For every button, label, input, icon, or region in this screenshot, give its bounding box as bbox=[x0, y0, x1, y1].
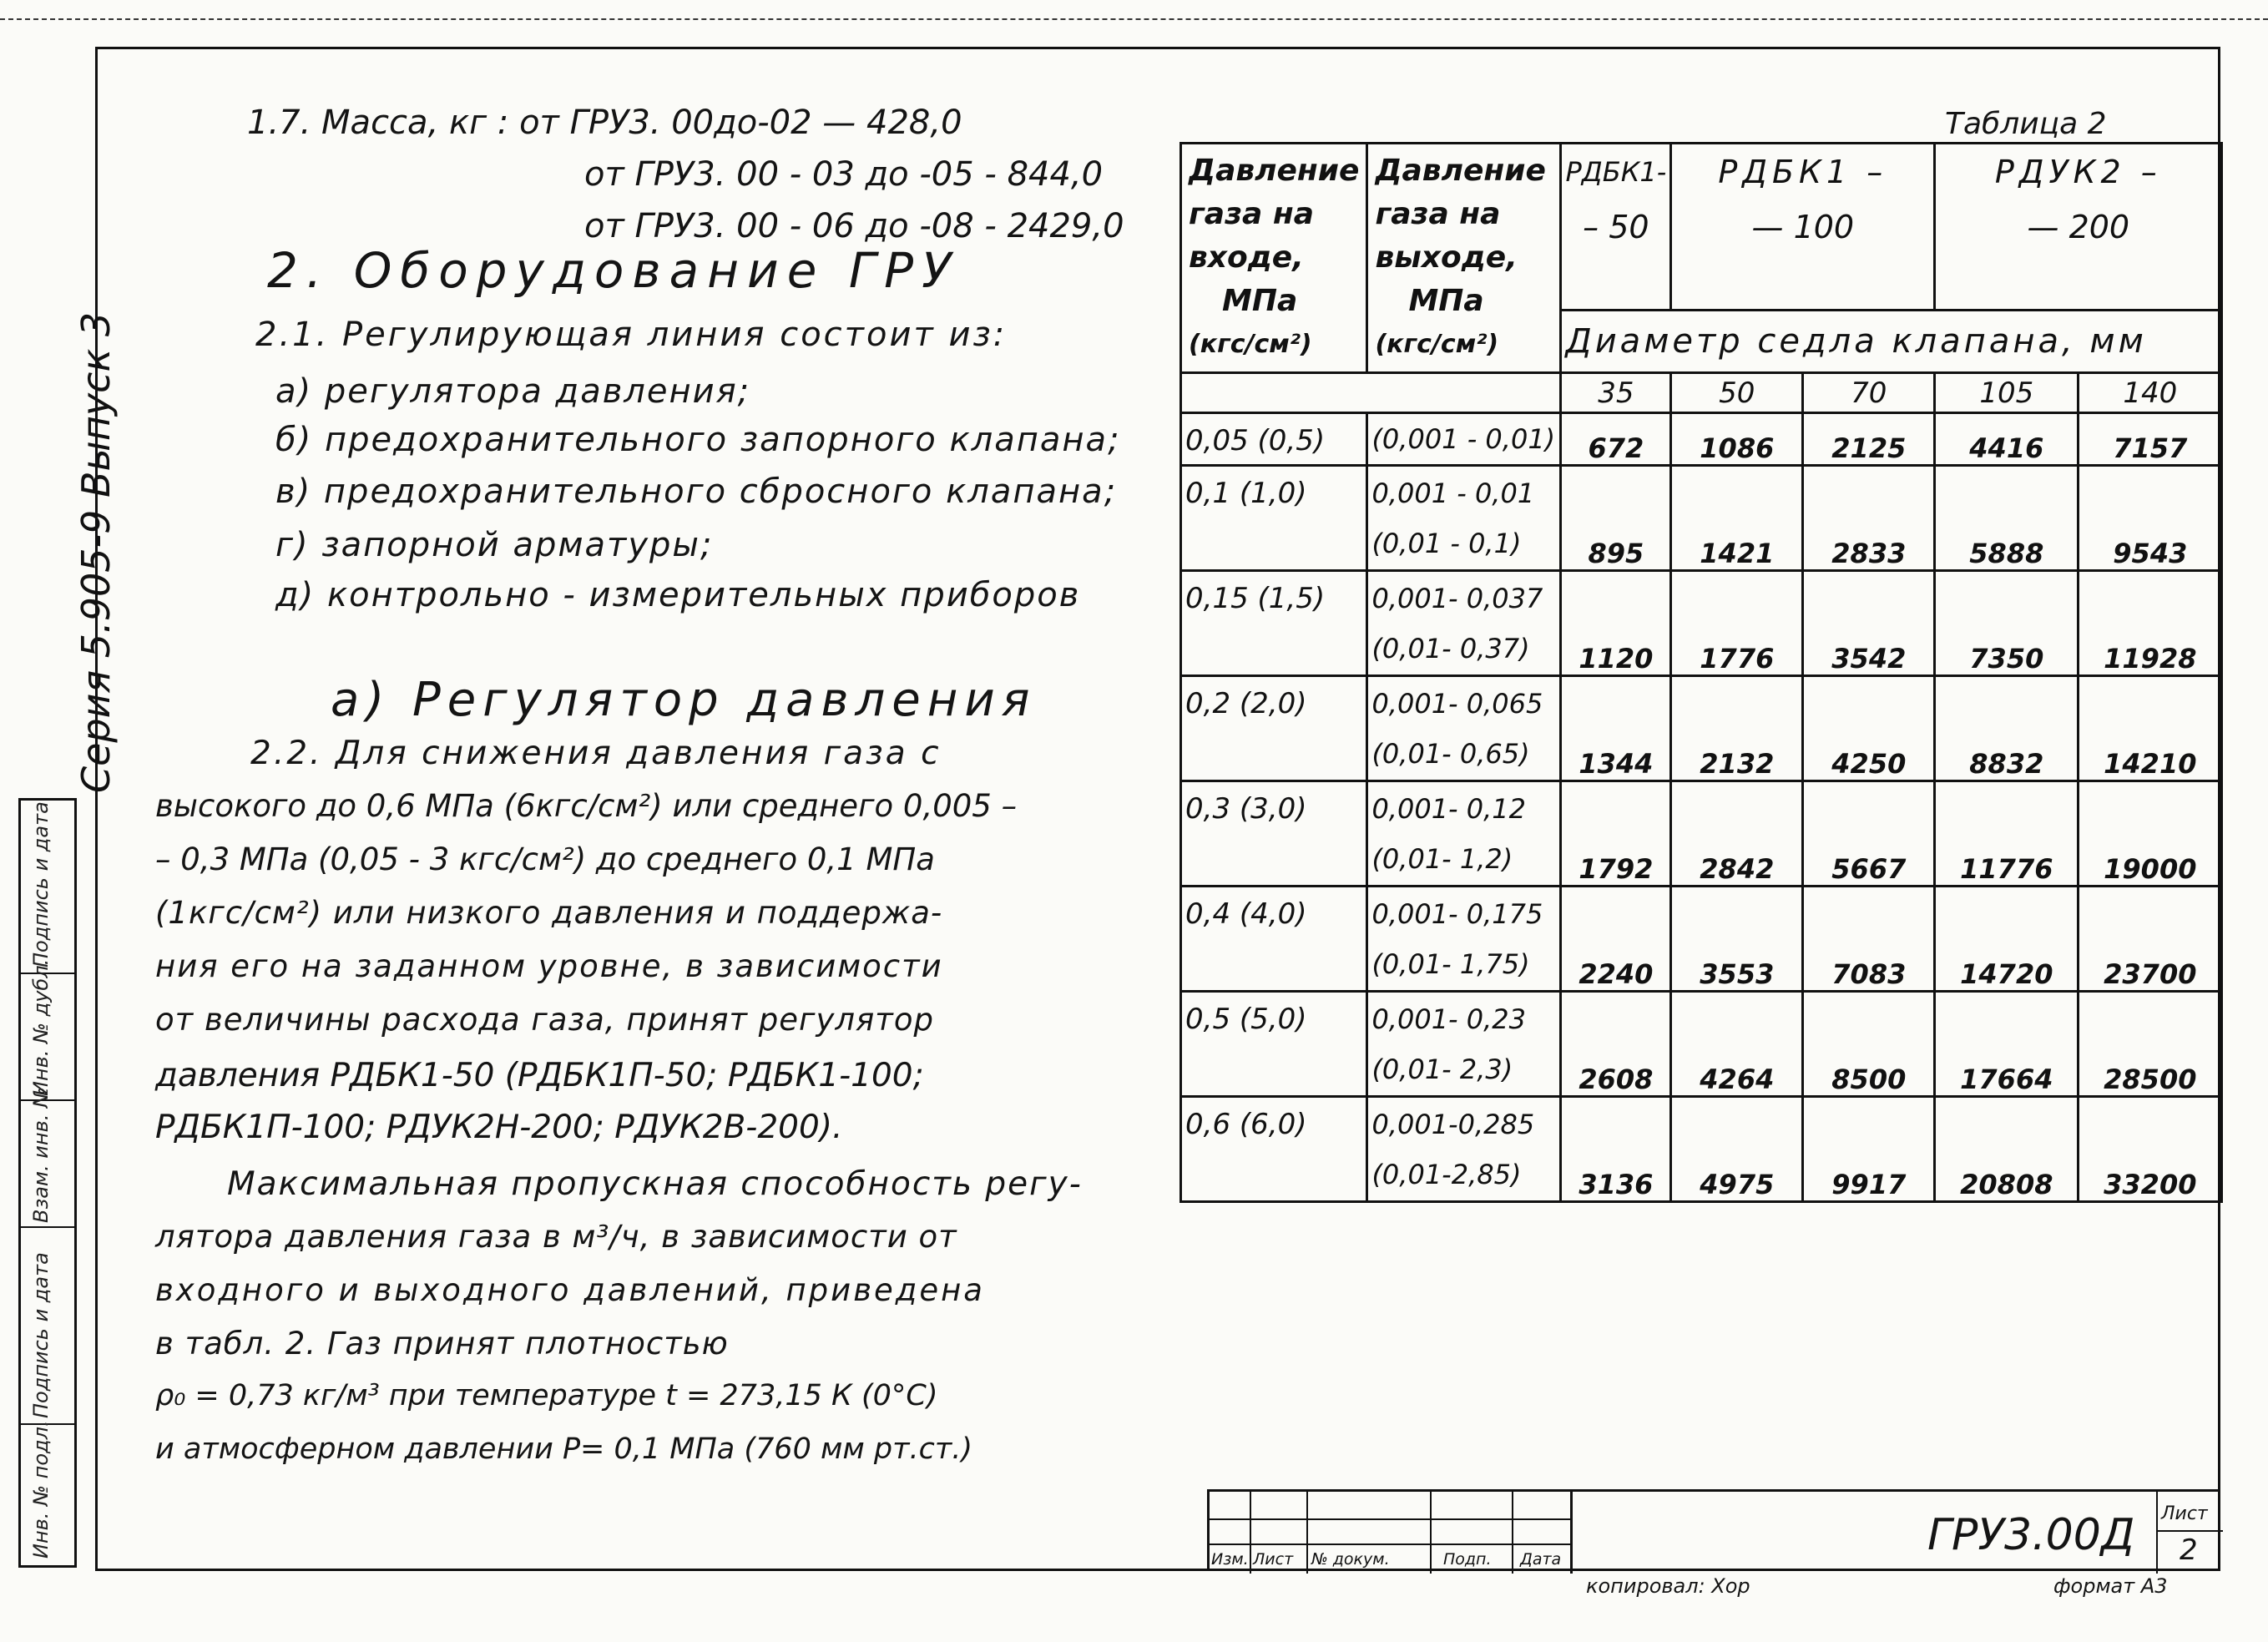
value-cell: 672 bbox=[1561, 413, 1671, 466]
table-row bbox=[1181, 1097, 2222, 1202]
strip-cell bbox=[21, 958, 74, 1101]
seat-size: 140 bbox=[2079, 373, 2222, 413]
inlet-pressure: 0,5 (5,0) bbox=[1181, 992, 1367, 1097]
pout-line: (0,01- 0,65) bbox=[1371, 737, 1530, 770]
grid-line bbox=[1512, 1492, 1513, 1574]
mass-line-3: от ГРУ3. 00 - 06 до -08 - 2429,0 bbox=[584, 207, 1124, 245]
value-cell: 7157 bbox=[2079, 413, 2222, 466]
value-cell: 7083 bbox=[1803, 887, 1935, 992]
para-line: Максимальная пропускная способность регу- bbox=[227, 1165, 1083, 1203]
grid-line bbox=[1210, 1518, 1572, 1520]
value-cell: 33200 bbox=[2079, 1097, 2222, 1202]
header-line: МПа bbox=[1222, 284, 1298, 318]
para-line: ния его на заданном уровне, в зависимости bbox=[155, 948, 943, 984]
header-line: (кгс/см²) bbox=[1375, 330, 1499, 359]
stamp-label: Лист bbox=[1253, 1550, 1294, 1569]
value-cell: 2842 bbox=[1671, 781, 1803, 887]
section-title: 2. Оборудование ГРУ bbox=[267, 242, 960, 299]
table-row bbox=[1181, 413, 2222, 466]
title-block bbox=[1207, 1489, 2220, 1571]
header-line: газа на bbox=[1375, 197, 1501, 231]
table-row bbox=[1181, 992, 2222, 1097]
stamp-label: Дата bbox=[1520, 1550, 1562, 1569]
regulator-brand-1 bbox=[1561, 144, 1671, 311]
pout-line: (0,01- 1,75) bbox=[1371, 947, 1530, 980]
table-row bbox=[1181, 571, 2222, 676]
strip-label: Инв. № дубл. bbox=[29, 958, 53, 1096]
value-cell: 2132 bbox=[1671, 676, 1803, 781]
para-line: от величины расхода газа, принят регулятор bbox=[155, 1002, 934, 1038]
inlet-pressure: 0,2 (2,0) bbox=[1181, 676, 1367, 781]
grid-line bbox=[1430, 1492, 1432, 1574]
value-cell: 14720 bbox=[1935, 887, 2079, 992]
table-row bbox=[1181, 781, 2222, 887]
para-line: ρ₀ = 0,73 кг/м³ при температуре t = 273,15 К (0°С) bbox=[155, 1379, 938, 1412]
pout-line: (0,001 - 0,01) bbox=[1371, 423, 1556, 455]
section-subtitle: 2.1. Регулирующая линия состоит из: bbox=[255, 316, 1008, 354]
stamp-label: Подп. bbox=[1443, 1550, 1492, 1569]
stamp-label: № докум. bbox=[1311, 1550, 1390, 1569]
brand-line: РДУК2 – bbox=[1994, 154, 2162, 190]
value-cell: 2240 bbox=[1561, 887, 1671, 992]
col-header-outlet bbox=[1367, 144, 1561, 373]
value-cell: 1086 bbox=[1671, 413, 1803, 466]
value-cell: 1792 bbox=[1561, 781, 1671, 887]
value-cell: 4250 bbox=[1803, 676, 1935, 781]
header-line: Давление bbox=[1375, 154, 1546, 188]
table-row bbox=[1181, 887, 2222, 992]
value-cell: 23700 bbox=[2079, 887, 2222, 992]
value-cell: 11776 bbox=[1935, 781, 2079, 887]
grid-line bbox=[1306, 1492, 1308, 1574]
inlet-pressure: 0,15 (1,5) bbox=[1181, 571, 1367, 676]
outlet-pressure bbox=[1367, 413, 1561, 466]
value-cell: 2608 bbox=[1561, 992, 1671, 1097]
para-line: и атмосферном давлении Р= 0,1 МПа (760 мм рт.ст.) bbox=[155, 1432, 973, 1466]
value-cell: 1776 bbox=[1671, 571, 1803, 676]
seat-size: 105 bbox=[1935, 373, 2079, 413]
para-line: лятора давления газа в м³/ч, в зависимости от bbox=[155, 1219, 957, 1255]
outlet-pressure bbox=[1367, 676, 1561, 781]
pout-line: (0,01- 0,37) bbox=[1371, 632, 1530, 664]
list-item: б) предохранительного запорного клапана; bbox=[275, 421, 1121, 459]
seat-size: 35 bbox=[1561, 373, 1671, 413]
size-spacer bbox=[1181, 373, 1561, 413]
para-line: (1кгс/см²) или низкого давления и поддержа- bbox=[155, 895, 943, 931]
brand-line: — 200 bbox=[2027, 209, 2130, 245]
series-label: Серия 5.905-9 Выпуск 3 bbox=[73, 311, 119, 793]
brand-line: – 50 bbox=[1583, 209, 1649, 245]
grid-line bbox=[2156, 1530, 2223, 1532]
value-cell: 3542 bbox=[1803, 571, 1935, 676]
para-line: высокого до 0,6 МПа (6кгс/см²) или среднего 0,005 – bbox=[155, 788, 1018, 824]
value-cell: 19000 bbox=[2079, 781, 2222, 887]
header-line: входе, bbox=[1189, 240, 1304, 275]
pout-line: 0,001- 0,037 bbox=[1371, 582, 1543, 614]
list-item: г) запорной арматуры; bbox=[275, 526, 714, 564]
value-cell: 2125 bbox=[1803, 413, 1935, 466]
value-cell: 3553 bbox=[1671, 887, 1803, 992]
inlet-pressure: 0,1 (1,0) bbox=[1181, 466, 1367, 571]
inlet-pressure: 0,6 (6,0) bbox=[1181, 1097, 1367, 1202]
brand-line: — 100 bbox=[1751, 209, 1855, 245]
table-caption: Таблица 2 bbox=[1945, 107, 2107, 141]
para-line: 2.2. Для снижения давления газа с bbox=[250, 735, 942, 772]
value-cell: 14210 bbox=[2079, 676, 2222, 781]
regulator-brand-3 bbox=[1935, 144, 2222, 311]
pout-line: (0,01- 2,3) bbox=[1371, 1053, 1513, 1085]
brand-line: РДБК1 – bbox=[1718, 154, 1888, 190]
value-cell: 895 bbox=[1561, 466, 1671, 571]
para-line: в табл. 2. Газ принят плотностью bbox=[155, 1326, 729, 1362]
strip-cell bbox=[21, 1228, 74, 1425]
strip-label: Подпись и дата bbox=[29, 801, 53, 968]
value-cell: 5888 bbox=[1935, 466, 2079, 571]
outlet-pressure bbox=[1367, 571, 1561, 676]
value-cell: 1120 bbox=[1561, 571, 1671, 676]
table-row bbox=[1181, 466, 2222, 571]
table-row bbox=[1181, 676, 2222, 781]
value-cell: 4975 bbox=[1671, 1097, 1803, 1202]
regulator-heading: а) Регулятор давления bbox=[331, 673, 1037, 727]
value-cell: 11928 bbox=[2079, 571, 2222, 676]
regulator-brand-2 bbox=[1671, 144, 1935, 311]
outlet-pressure bbox=[1367, 1097, 1561, 1202]
inlet-pressure: 0,05 (0,5) bbox=[1181, 413, 1367, 466]
value-cell: 8500 bbox=[1803, 992, 1935, 1097]
seat-size: 70 bbox=[1803, 373, 1935, 413]
brand-line: РДБК1- bbox=[1565, 156, 1667, 188]
throughput-table bbox=[1179, 142, 2223, 1203]
pout-line: 0,001- 0,065 bbox=[1371, 687, 1543, 720]
strip-cell bbox=[21, 801, 74, 974]
para-line: входного и выходного давлений, приведена bbox=[155, 1272, 985, 1308]
header-line: выходе, bbox=[1375, 240, 1518, 275]
grid-line bbox=[1250, 1492, 1251, 1574]
value-cell: 5667 bbox=[1803, 781, 1935, 887]
pout-line: 0,001-0,285 bbox=[1371, 1108, 1535, 1140]
value-cell: 4416 bbox=[1935, 413, 2079, 466]
value-cell: 17664 bbox=[1935, 992, 2079, 1097]
value-cell: 4264 bbox=[1671, 992, 1803, 1097]
value-cell: 8832 bbox=[1935, 676, 2079, 781]
value-cell: 9917 bbox=[1803, 1097, 1935, 1202]
format-label: формат А3 bbox=[2053, 1574, 2168, 1598]
header-line: (кгс/см²) bbox=[1189, 330, 1312, 359]
inlet-pressure: 0,3 (3,0) bbox=[1181, 781, 1367, 887]
value-cell: 28500 bbox=[2079, 992, 2222, 1097]
sheet-number: 2 bbox=[2180, 1533, 2198, 1567]
value-cell: 7350 bbox=[1935, 571, 2079, 676]
grid-line bbox=[1570, 1492, 1573, 1574]
value-cell: 3136 bbox=[1561, 1097, 1671, 1202]
side-stamp-strip bbox=[18, 798, 77, 1568]
outlet-pressure bbox=[1367, 887, 1561, 992]
strip-label: Инв. № подл. bbox=[29, 1420, 53, 1559]
para-line: РДБК1П-100; РДУК2Н-200; РДУК2В-200). bbox=[155, 1109, 843, 1146]
strip-cell bbox=[21, 1420, 74, 1565]
seat-size: 50 bbox=[1671, 373, 1803, 413]
list-item: в) предохранительного сбросного клапана; bbox=[275, 472, 1118, 511]
value-cell: 1421 bbox=[1671, 466, 1803, 571]
header-line: газа на bbox=[1189, 197, 1315, 231]
pout-line: 0,001- 0,175 bbox=[1371, 897, 1543, 930]
list-item: д) контрольно - измерительных приборов bbox=[275, 576, 1081, 614]
strip-label: Взам. инв. № bbox=[29, 1087, 53, 1223]
outlet-pressure bbox=[1367, 781, 1561, 887]
pout-line: (0,01 - 0,1) bbox=[1371, 527, 1522, 559]
pout-line: (0,01-2,85) bbox=[1371, 1158, 1522, 1190]
strip-label: Подпись и дата bbox=[29, 1252, 53, 1418]
list-item: а) регулятора давления; bbox=[275, 372, 751, 411]
header-line: Давление bbox=[1189, 154, 1360, 188]
stamp-label: Изм. bbox=[1211, 1550, 1249, 1569]
col-header-inlet bbox=[1181, 144, 1367, 373]
para-line: – 0,3 МПа (0,05 - 3 кгс/см²) до среднего 0,1 МПа bbox=[155, 841, 935, 877]
outlet-pressure bbox=[1367, 992, 1561, 1097]
value-cell: 20808 bbox=[1935, 1097, 2079, 1202]
grid-line bbox=[2156, 1492, 2158, 1574]
strip-cell bbox=[21, 1087, 74, 1228]
value-cell: 1344 bbox=[1561, 676, 1671, 781]
grid-line bbox=[1210, 1543, 1572, 1545]
mass-line-2: от ГРУ3. 00 - 03 до -05 - 844,0 bbox=[584, 155, 1104, 194]
inlet-pressure: 0,4 (4,0) bbox=[1181, 887, 1367, 992]
document-code: ГРУ3.00Д bbox=[1927, 1510, 2135, 1560]
pout-line: (0,01- 1,2) bbox=[1371, 842, 1513, 875]
value-cell: 2833 bbox=[1803, 466, 1935, 571]
pout-line: 0,001- 0,23 bbox=[1371, 1003, 1527, 1035]
sheet-label: Лист bbox=[2161, 1503, 2208, 1524]
pout-line: 0,001 - 0,01 bbox=[1371, 477, 1535, 509]
outlet-pressure bbox=[1367, 466, 1561, 571]
value-cell: 9543 bbox=[2079, 466, 2222, 571]
header-line: МПа bbox=[1408, 284, 1484, 318]
copied-by: копировал: Хор bbox=[1586, 1574, 1750, 1598]
top-dashed-line bbox=[0, 18, 2268, 20]
pout-line: 0,001- 0,12 bbox=[1371, 792, 1527, 825]
para-line: давления РДБК1-50 (РДБК1П-50; РДБК1-100; bbox=[155, 1057, 924, 1094]
diameter-header: Диаметр седла клапана, мм bbox=[1561, 310, 2222, 372]
mass-line-1: 1.7. Масса, кг : от ГРУ3. 00до-02 — 428,0 bbox=[247, 104, 962, 142]
